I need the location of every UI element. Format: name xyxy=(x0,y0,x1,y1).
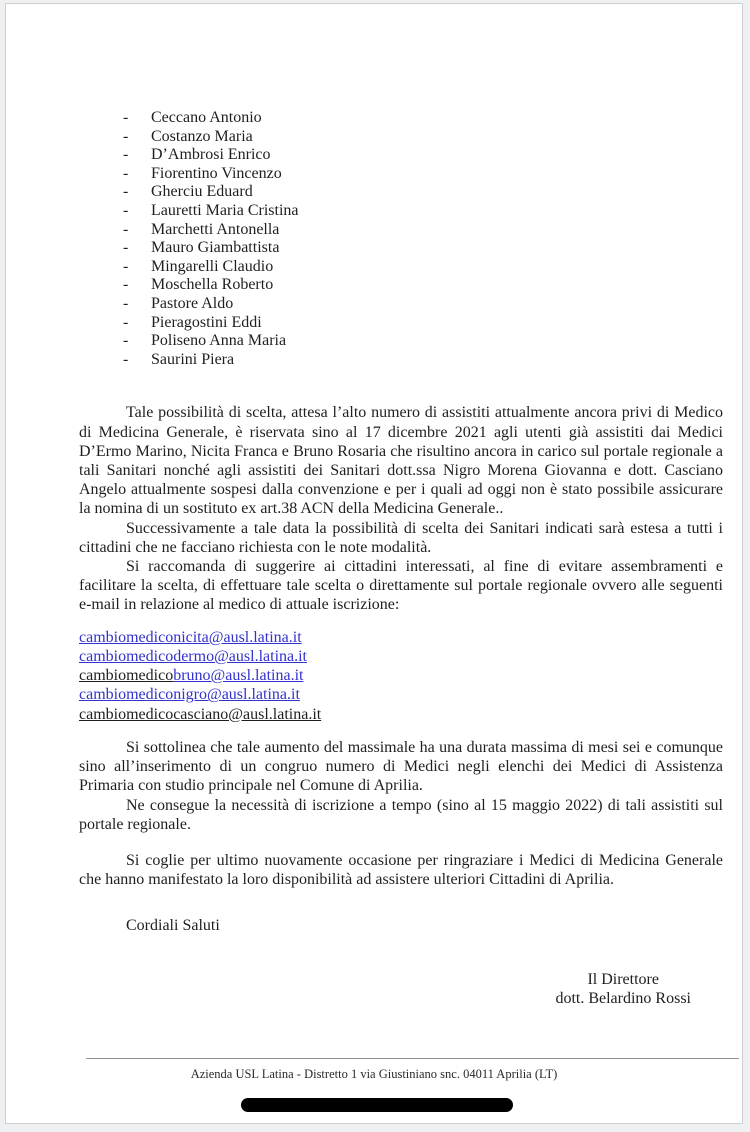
list-item xyxy=(123,146,723,165)
list-item xyxy=(123,239,723,258)
email-link-bruno[interactable] xyxy=(79,666,723,685)
doctor-name: Gherciu Eduard xyxy=(151,183,253,201)
signature-role: Il Direttore xyxy=(587,970,659,988)
bullet: - xyxy=(123,257,129,275)
list-item xyxy=(123,109,723,128)
signature-name: dott. Belardino Rossi xyxy=(555,990,691,1008)
email-text-plain: cambiomedico xyxy=(79,667,174,685)
doctor-name: Mauro Giambattista xyxy=(151,239,280,257)
closing-salutation: Cordiali Saluti xyxy=(126,917,220,935)
document-page xyxy=(5,3,743,1124)
signature-block xyxy=(555,970,691,1009)
doctor-name: Ceccano Antonio xyxy=(151,109,262,126)
list-item xyxy=(123,165,723,184)
bullet: - xyxy=(123,220,129,238)
body-paragraph: Successivamente a tale data la possibilità di scelta dei Sanitari indicati sarà estesa a tutti i cittadini che ne facciano richiesta con le note modalità. xyxy=(79,519,723,556)
doctor-name: Poliseno Anna Maria xyxy=(151,332,287,350)
bullet: - xyxy=(123,276,129,294)
email-link-nicita[interactable] xyxy=(79,628,723,647)
list-item xyxy=(123,258,723,277)
email-text-link: cambiomediconigro@ausl.latina.it xyxy=(79,686,300,704)
bullet: - xyxy=(123,350,129,368)
body-paragraph: Ne consegue la necessità di iscrizione a tempo (sino al 15 maggio 2022) di tali assistiti sul portale regionale. xyxy=(79,796,723,833)
email-link-nigro[interactable] xyxy=(79,685,723,704)
list-item xyxy=(123,332,723,351)
bullet: - xyxy=(123,313,129,331)
body-paragraph: Si raccomanda di suggerire ai cittadini interessati, al fine di evitare assembramenti e facilitare la scelta, di effettuare tale scelta o direttamente sul portale regionale ovvero alle seguenti e-mail in relazione al medico di attuale iscrizione: xyxy=(79,557,723,614)
bullet: - xyxy=(123,109,129,126)
doctor-name: D’Ambrosi Enrico xyxy=(151,146,271,164)
bullet: - xyxy=(123,183,129,201)
footer-address: Azienda USL Latina - Distretto 1 via Giustiniano snc. 04011 Aprilia (LT) xyxy=(190,1067,558,1081)
list-item xyxy=(123,183,723,202)
email-text-link: bruno@ausl.latina.it xyxy=(173,667,304,685)
doctor-name: Lauretti Maria Cristina xyxy=(151,201,299,219)
bullet: - xyxy=(123,294,129,312)
bullet: - xyxy=(123,127,129,145)
bullet: - xyxy=(123,201,129,219)
email-list xyxy=(79,628,723,724)
bullet: - xyxy=(123,146,129,164)
doctor-name: Moschella Roberto xyxy=(151,276,274,294)
doctor-name: Saurini Piera xyxy=(151,350,235,368)
list-item xyxy=(123,221,723,240)
bullet: - xyxy=(123,164,129,182)
list-item xyxy=(123,276,723,295)
email-link-dermo[interactable] xyxy=(79,647,723,666)
email-text-plain: cambiomedicocasciano@ausl.latina.it xyxy=(79,705,322,723)
doctor-name: Costanzo Maria xyxy=(151,127,253,145)
doctor-name: Fiorentino Vincenzo xyxy=(151,164,282,182)
email-text-link: cambiomediconicita@ausl.latina.it xyxy=(79,628,302,646)
home-indicator-bar[interactable] xyxy=(241,1098,513,1112)
body-paragraph: Tale possibilità di scelta, attesa l’alto numero di assistiti attualmente ancora privi di Medico di Medicina Generale, è riservata sino al 17 dicembre 2021 agli utenti già assistiti dai Medici D’Ermo Marino, Nicita Franca e Bruno Rosaria che risultino ancora in carico sul portale regionale a tali Sanitari nonché agli assistiti dei Sanitari dott.ssa Nigro Morena Giovanna e dott. Casciano Angelo attualmente sospesi dalla convenzione e per i quali ad oggi non è stato possibile assicurare la nomina di un sostituto ex art.38 ACN della Medicina Generale.. xyxy=(79,404,723,518)
doctor-name: Pastore Aldo xyxy=(151,294,234,312)
footer-divider xyxy=(86,1058,739,1059)
doctor-name: Marchetti Antonella xyxy=(151,220,280,238)
list-item xyxy=(123,314,723,333)
body-paragraph: Si coglie per ultimo nuovamente occasione per ringraziare i Medici di Medicina Generale che hanno manifestato la loro disponibilità ad assistere ulteriori Cittadini di Aprilia. xyxy=(79,852,723,889)
list-item xyxy=(123,202,723,221)
bullet: - xyxy=(123,332,129,350)
list-item xyxy=(123,351,723,370)
document-body xyxy=(79,4,723,1009)
bullet: - xyxy=(123,239,129,257)
recipient-list xyxy=(79,109,723,369)
list-item xyxy=(123,128,723,147)
doctor-name: Pieragostini Eddi xyxy=(151,313,262,331)
email-link-casciano[interactable] xyxy=(79,705,723,724)
list-item xyxy=(123,295,723,314)
doctor-name: Mingarelli Claudio xyxy=(151,257,274,275)
email-text-link: cambiomedicodermo@ausl.latina.it xyxy=(79,647,307,665)
body-paragraph: Si sottolinea che tale aumento del massimale ha una durata massima di mesi sei e comunque sino all’inserimento di un congruo numero di Medici negli elenchi dei Medici di Assistenza Primaria con studio principale nel Comune di Aprilia. xyxy=(79,739,723,795)
